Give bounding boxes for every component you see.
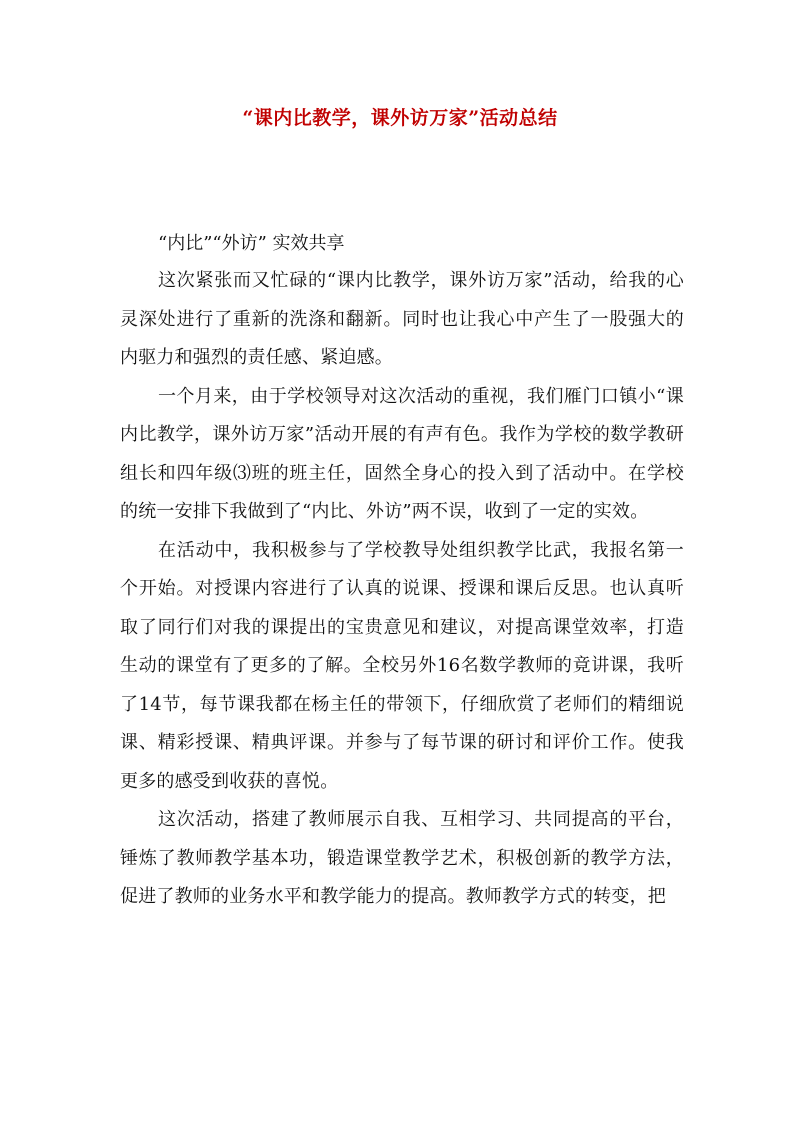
paragraph-1: 这次紧张而又忙碌的“课内比教学，课外访万家”活动，给我的心灵深处进行了重新的洗涤和翻新。同时也让我心中产生了一股强大的内驱力和强烈的责任感、紧迫感。 <box>120 270 684 368</box>
paragraph-4: 这次活动，搭建了教师展示自我、互相学习、共同提高的平台，锤炼了教师教学基本功，锻造课堂教学艺术，积极创新的教学方法，促进了教师的业务水平和教学能力的提高。教师教学方式的转变，把 <box>120 809 684 907</box>
document-subtitle: “内比”“外访” 实效共享 <box>158 233 345 254</box>
document-title: “课内比教学，课外访万家”活动总结 <box>242 107 558 129</box>
paragraph-3: 在活动中，我积极参与了学校教导处组织教学比武，我报名第一个开始。对授课内容进行了认真的说课、授课和课后反思。也认真听取了同行们对我的课提出的宝贵意见和建议，对提高课堂效率，打造生动的课堂有了更多的了解。全校另外16名数学教师的竟讲课，我听了14节，每节课我都在杨主任的带领下，仔细欣赏了老师们的精细说课、精彩授课、精典评课。并参与了每节课的研讨和评价工作。使我更多的感受到收获的喜悦。 <box>120 539 684 792</box>
document-body <box>120 262 684 917</box>
paragraph-2: 一个月来，由于学校领导对这次活动的重视，我们雁门口镇小“课内比教学，课外访万家”活动开展的有声有色。我作为学校的数学教研组长和四年级⑶班的班主任，固然全身心的投入到了活动中。在学校的统一安排下我做到了“内比、外访”两不误，收到了一定的实效。 <box>120 385 684 522</box>
